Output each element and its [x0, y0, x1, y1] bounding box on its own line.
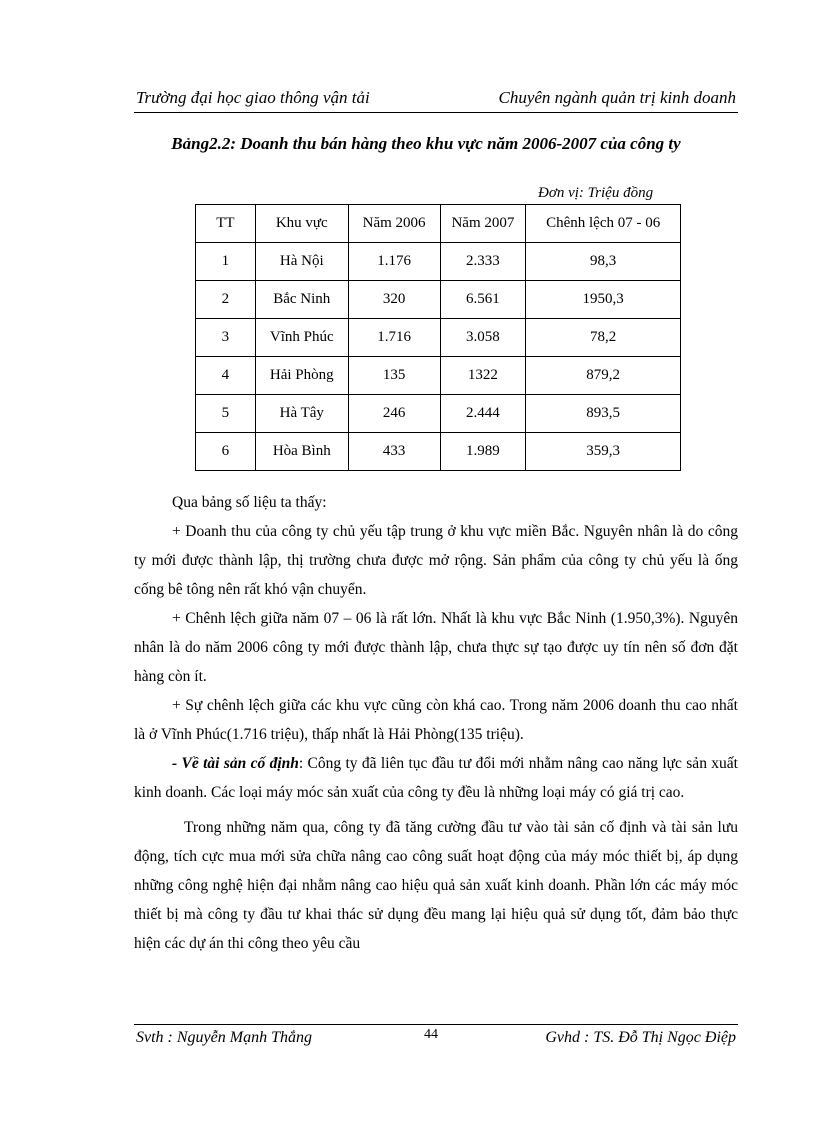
table-row: [196, 243, 681, 281]
table-cell: 3.058: [440, 319, 526, 357]
paragraph-rest: : Công ty đã liên tục đầu tư đổi mới nhằm nâng cao năng lực sản xuất kinh doanh. Các loại máy móc sản xuất của công ty đều là những loại máy có giá trị cao.: [134, 755, 738, 801]
col-header: Năm 2007: [440, 205, 526, 243]
table-cell: 1.176: [348, 243, 440, 281]
body-text: [134, 488, 738, 958]
header-major: Chuyên ngành quản trị kinh doanh: [498, 88, 736, 107]
table-header-row: [196, 205, 681, 243]
table-cell: 1322: [440, 357, 526, 395]
table-cell: 78,2: [526, 319, 681, 357]
table-cell: 5: [196, 395, 256, 433]
paragraph: + Doanh thu của công ty chủ yếu tập trung ở khu vực miền Bắc. Nguyên nhân là do công ty mới được thành lập, thị trường chưa được mở rộng. Sản phẩm của công ty chủ yếu là ống cống bê tông nên rất khó vận chuyển.: [134, 523, 738, 598]
table-cell: 4: [196, 357, 256, 395]
table-cell: 2: [196, 281, 256, 319]
table-cell: 2.333: [440, 243, 526, 281]
table-cell: Hà Tây: [255, 395, 348, 433]
header-school: Trường đại học giao thông vận tải: [136, 88, 370, 107]
revenue-table: [195, 204, 681, 471]
paragraph: + Chênh lệch giữa năm 07 – 06 là rất lớn. Nhất là khu vực Bắc Ninh (1.950,3%). Nguyên nhân là do năm 2006 công ty mới được thành lập, chưa thực sự tạo được uy tín nên số đơn đặt hàng còn ít.: [134, 610, 738, 685]
table-row: [196, 319, 681, 357]
table-cell: 433: [348, 433, 440, 471]
footer-student: Svth : Nguyễn Mạnh Thắng: [136, 1029, 312, 1046]
table-cell: 1.989: [440, 433, 526, 471]
table-cell: 1950,3: [526, 281, 681, 319]
table-cell: Hải Phòng: [255, 357, 348, 395]
table-cell: Bắc Ninh: [255, 281, 348, 319]
paragraph: Qua bảng số liệu ta thấy:: [172, 494, 327, 511]
page-footer: [134, 1024, 738, 1051]
table-cell: 879,2: [526, 357, 681, 395]
table-cell: 6: [196, 433, 256, 471]
table-cell: 1.716: [348, 319, 440, 357]
table-cell: 893,5: [526, 395, 681, 433]
col-header: Chênh lệch 07 - 06: [526, 205, 681, 243]
table-row: [196, 395, 681, 433]
table-cell: 3: [196, 319, 256, 357]
paragraph: + Sự chênh lệch giữa các khu vực cũng còn khá cao. Trong năm 2006 doanh thu cao nhất là ở Vĩnh Phúc(1.716 triệu), thấp nhất là Hải Phòng(135 triệu).: [134, 697, 738, 743]
table-cell: 6.561: [440, 281, 526, 319]
table-cell: Hòa Bình: [255, 433, 348, 471]
table-cell: Vĩnh Phúc: [255, 319, 348, 357]
paragraph-lead: - Về tài sản cố định: [172, 755, 299, 772]
footer-advisor: Gvhd : TS. Đỗ Thị Ngọc Điệp: [545, 1029, 736, 1046]
table-title: Bảng2.2: Doanh thu bán hàng theo khu vực năm 2006-2007 của công ty: [171, 134, 681, 153]
col-header: Năm 2006: [348, 205, 440, 243]
table-row: [196, 281, 681, 319]
table-row: [196, 357, 681, 395]
table-cell: Hà Nội: [255, 243, 348, 281]
table-cell: 135: [348, 357, 440, 395]
page-number: 44: [424, 1027, 438, 1042]
paragraph: Trong những năm qua, công ty đã tăng cường đầu tư vào tài sản cố định và tài sản lưu động, tích cực mua mới sửa chữa nâng cao công suất hoạt động của máy móc thiết bị, áp dụng những công nghệ hiện đại nhằm nâng cao hiệu quả sản xuất kinh doanh. Phần lớn các máy móc thiết bị mà công ty đầu tư khai thác sử dụng đều mang lại hiệu quả sử dụng tốt, đảm bảo thực hiện các dự án thi công theo yêu cầu: [134, 819, 738, 952]
table-cell: 1: [196, 243, 256, 281]
paragraph: [134, 749, 738, 807]
table-unit: Đơn vị: Triệu đồng: [538, 185, 654, 201]
col-header: Khu vực: [255, 205, 348, 243]
table-cell: 2.444: [440, 395, 526, 433]
table-row: [196, 433, 681, 471]
table-cell: 98,3: [526, 243, 681, 281]
col-header: TT: [196, 205, 256, 243]
table-cell: 246: [348, 395, 440, 433]
table-cell: 359,3: [526, 433, 681, 471]
table-cell: 320: [348, 281, 440, 319]
page-header: [134, 88, 738, 113]
